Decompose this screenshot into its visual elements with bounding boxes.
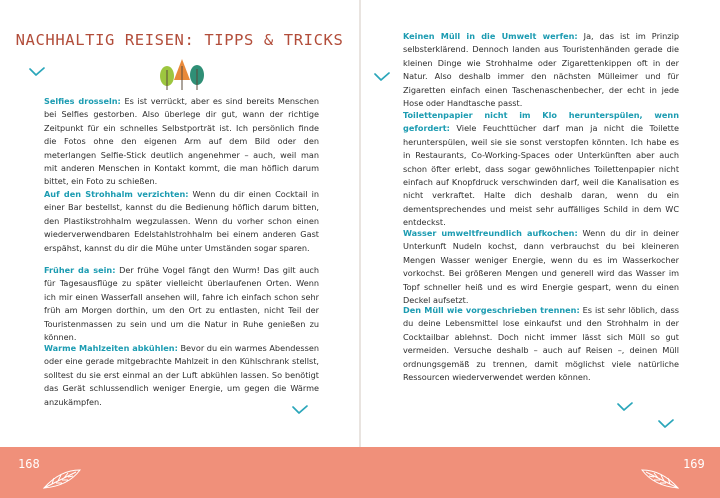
page-number-left: 168: [18, 457, 40, 471]
checkmark-icon: [291, 404, 309, 416]
paragraph-selfies: Selfies drosseln: Es ist verrückt, aber es sind bereits Menschen bei Selfies gestorben. Also überlege dir gut, wann der richtige Zeitpunkt für ein schnelles Selbstporträt ist. Ich persönlich finde die Fotos ohne den eigenen Arm auf dem Bild oder den meterlangen Selfie-Stick deutlich angenehmer – auch, weil man mit anderen Menschen in Kontakt kommt, die man höflich darum bittet, ein Foto zu schießen.: [44, 96, 319, 187]
left-page: [0, 0, 359, 447]
leaf-icon: [42, 468, 82, 490]
page-title: NACHHALTIG REISEN: TIPPS & TRICKS: [15, 31, 344, 49]
checkmark-icon: [28, 66, 46, 78]
paragraph-muell-umwelt: Keinen Müll in die Umwelt werfen: Ja, das ist im Prinzip selbsterklärend. Dennoch landen aus Touristenhänden gerade die kleinen Dinge wie Strohhalme oder Zigarettenkippen oft in der Natur. Also deshalb immer den nächsten Mülleimer und für Zigaretten einfach einen Taschenaschenbecher, der echt in jede Hose oder Handtasche passt.: [403, 31, 679, 109]
page-number-right: 169: [683, 457, 705, 471]
paragraph-mahlzeiten: Warme Mahlzeiten abkühlen: Bevor du ein warmes Abendessen oder eine gerade mitgebrachte Mahlzeit in den Kühlschrank stellst, solltest du sie erst einmal an der Luft abkühlen lassen. So benötigt das Gerät schlussendlich weniger Energie, um gegen die Wärme anzukämpfen.: [44, 343, 319, 407]
paragraph-strohhalm: Auf den Strohhalm verzichten: Wenn du dir einen Cocktail in einer Bar bestellst, kannst du die Bedienung höflich darum bitten, den Plastikstrohhalm wegzulassen. Wenn du vorher schon einen wiederverwendbaren Edelstahlstrohhalm bei einem anderen Gast erspähst, kannst du dir die Mühe unter Umständen sogar sparen.: [44, 189, 319, 253]
paragraph-muell-trennen: Den Müll wie vorgeschrieben trennen: Es ist sehr löblich, dass du deine Lebensmittel lose einkaufst und den Strohhalm in der Cocktailbar ablehnst. Doch nicht immer lässt sich Müll so gut vermeiden. Versuche deshalb – auch auf Reisen –, deinen Müll ordnungsgemäß zu trennen, damit möglichst viele natürliche Ressourcen wiederverwendet werden können.: [403, 305, 679, 383]
leaf-icon: [640, 468, 680, 490]
checkmark-icon: [616, 401, 634, 413]
paragraph-frueher: Früher da sein: Der frühe Vogel fängt den Wurm! Das gilt auch für Tagesausflüge zu später vielleicht überlaufenen Orten. Wenn ich mir einen Wasserfall ansehen will, fahre ich einfach schon sehr früh am Morgen dorthin, um den Ort zu entlasten, nicht Teil der Touristenmassen zu sein und um die Natur in Ruhe genießen zu können.: [44, 265, 319, 343]
checkmark-icon: [373, 71, 391, 83]
trees-illustration: [157, 56, 207, 92]
checkmark-icon: [657, 418, 675, 430]
paragraph-wasser: Wasser umweltfreundlich aufkochen: Wenn du dir in deiner Unterkunft Nudeln kochst, dann verbrauchst du bei kleineren Mengen Wasser weniger Energie, wenn du es im Wasserkocher vorkochst. Bei größeren Mengen und generell wird das Wasser im Topf schneller heiß und es wird Energie gespart, wenn du einen Deckel aufsetzt.: [403, 228, 679, 306]
right-page: [361, 0, 720, 447]
paragraph-toilettenpapier: Toilettenpapier nicht im Klo herunterspülen, wenn gefordert: Viele Feuchttücher darf man ja nicht die Toilette herunterspülen, weil sie sie sonst verstopfen könnten. Ich habe es in Restaurants, Co-Working-Spaces oder Unterkünften aber auch schon öfter erlebt, dass sogar gewöhnliches Toilettenpapier nicht einfach auf Knopfdruck verschwinden darf, weil die Kanalisation es nicht verkraftet. Halte dich deshalb daran, wenn du ein dementsprechendes und meist sehr auffälliges Schild in dem WC entdeckst.: [403, 110, 679, 228]
